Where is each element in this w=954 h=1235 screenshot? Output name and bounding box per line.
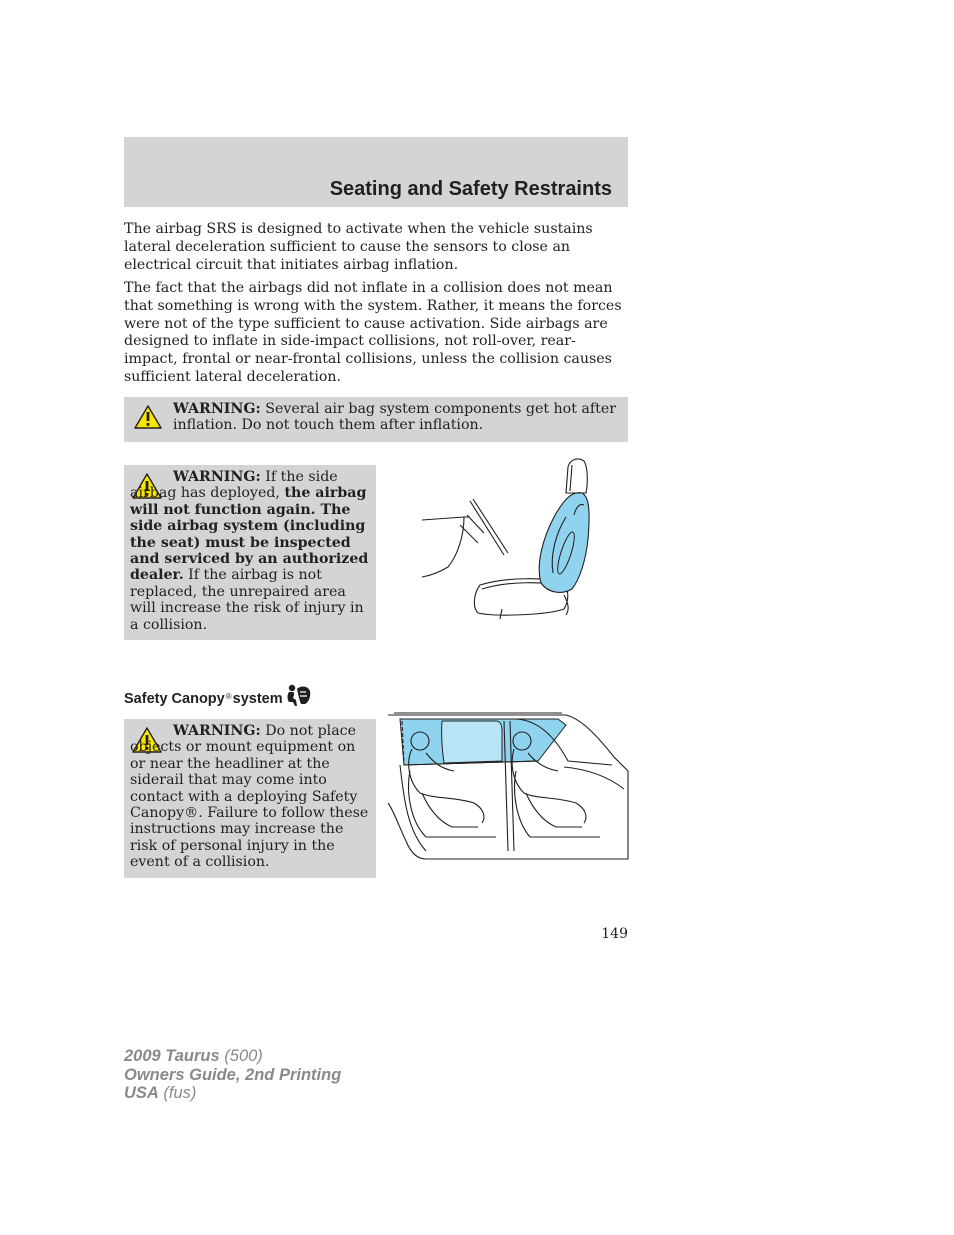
section-title-part1: Safety Canopy xyxy=(124,691,225,707)
footer xyxy=(124,1047,341,1103)
section-title-part2: system xyxy=(232,691,283,707)
warning-label: WARNING: xyxy=(173,401,261,417)
warning-text-side-airbag xyxy=(130,469,372,633)
footer-line-2 xyxy=(124,1066,341,1085)
warning-triangle-icon xyxy=(134,405,162,429)
warning-body-part2: If the airbag is not replaced, the unrepaired area will increase the risk of injury in a collision. xyxy=(130,567,364,633)
footer-market-code: (fus) xyxy=(158,1084,197,1102)
intro-paragraph-2: The fact that the airbags did not inflate in a collision does not mean that something is wrong with the system. Rather, it means the forces were not of the type sufficient to cause activation. Side airbags are designed to inflate in side-impact collisions, not roll-over, rear-impact, frontal or near-frontal collisions, unless the collision causes sufficient lateral deceleration. xyxy=(124,280,622,385)
warning-box-side-airbag xyxy=(124,465,376,640)
footer-model-code: (500) xyxy=(219,1047,263,1065)
warning-box-hot-components xyxy=(124,397,628,442)
footer-line-1 xyxy=(124,1047,341,1066)
section-heading-safety-canopy xyxy=(124,683,311,707)
registered-mark: ® xyxy=(225,692,232,701)
warning-body-emphasis: the airbag will not function again. The side airbag system (including the seat) must be inspected and serviced by an authorized dealer. xyxy=(130,485,369,584)
footer-edition: Owners Guide, 2nd Printing xyxy=(124,1065,342,1084)
warning-label: WARNING: xyxy=(173,469,261,485)
warning-body: Do not place objects or mount equipment on or near the headliner at the siderail that may come into contact with a deploying Safety Canopy®. Failure to follow these instructions may increase the risk of personal injury in the event of a collision. xyxy=(130,723,369,871)
footer-line-3 xyxy=(124,1084,341,1103)
warning-label: WARNING: xyxy=(173,723,261,739)
warning-body-part1: If the side airbag has deployed, xyxy=(130,469,338,502)
intro-paragraph-1: The airbag SRS is designed to activate when the vehicle sustains lateral deceleration sufficient to cause the sensors to close an electrical circuit that initiates airbag inflation. xyxy=(124,221,593,273)
warning-body: Several air bag system components get hot after inflation. Do not touch them after inflation. xyxy=(173,401,617,434)
page-title: Seating and Safety Restraints xyxy=(329,178,612,200)
warning-box-safety-canopy xyxy=(124,719,376,878)
safety-canopy-illustration xyxy=(386,711,630,863)
warning-text-hot-components xyxy=(173,401,618,434)
footer-model: 2009 Taurus xyxy=(124,1047,220,1065)
footer-market: USA xyxy=(124,1084,159,1102)
seat-side-airbag-illustration xyxy=(418,455,628,620)
header-band xyxy=(124,137,628,207)
side-curtain-airbag-icon xyxy=(285,683,311,707)
warning-text-safety-canopy xyxy=(130,723,372,871)
page-number: 149 xyxy=(601,926,628,942)
